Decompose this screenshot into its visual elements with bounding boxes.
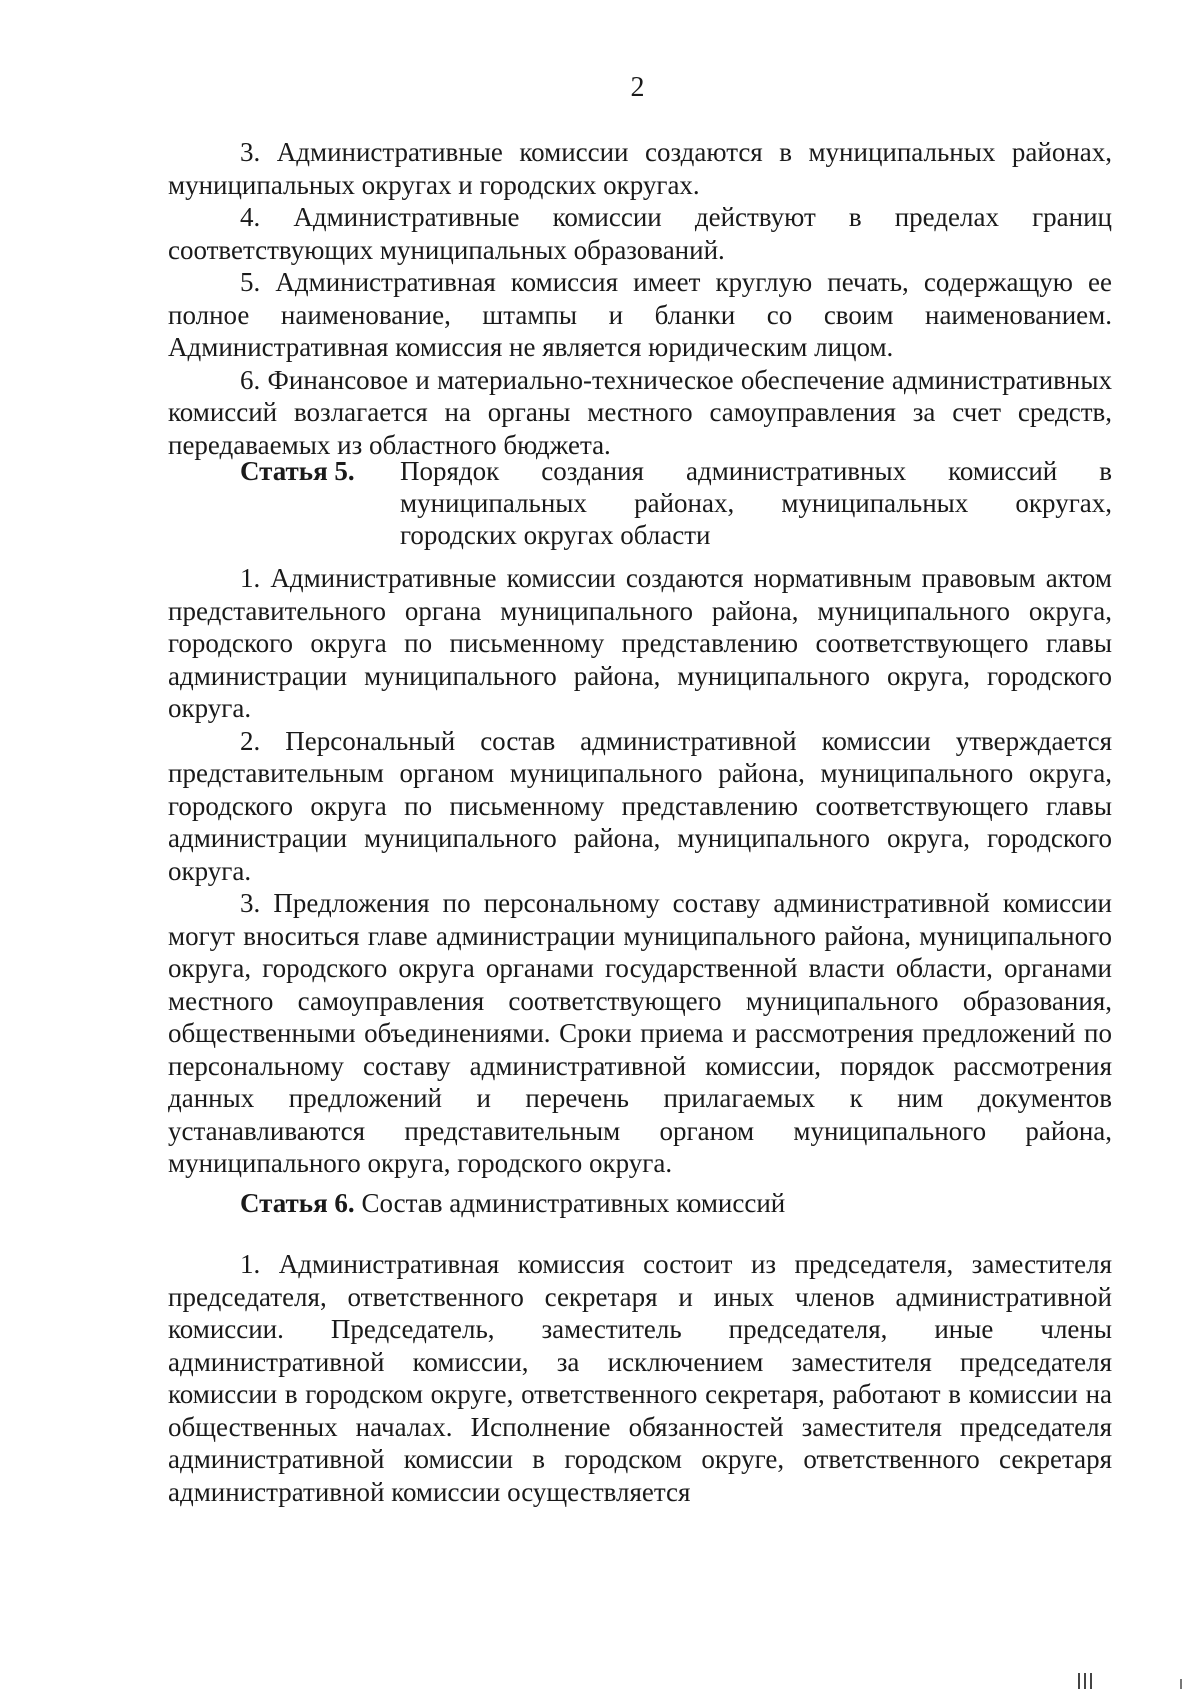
article5-heading <box>168 455 1112 551</box>
article6-label: Статья 6. <box>240 1188 355 1218</box>
article5-label: Статья 5. <box>240 456 355 486</box>
article5-body <box>168 562 1112 1180</box>
scan-artifact-mark <box>1084 1673 1086 1689</box>
article5-paragraph-2: 2. Персональный состав административной комиссии утверждается представительным органом муниципального района, муниципального округа, городского округа по письменному представлению соответствующего главы администрации муниципального района, муниципального округа, городского округа. <box>168 725 1112 886</box>
scan-artifact-mark <box>1078 1673 1080 1689</box>
article5-paragraph-1: 1. Административные комиссии создаются нормативным правовым актом представительного органа муниципального района, муниципального округа, городского округа по письменному представлению соответствующего главы администрации муниципального района, муниципального округа, городского округа. <box>168 563 1112 723</box>
article4-section <box>168 136 1112 461</box>
article6-heading-block <box>168 1187 1112 1219</box>
article5-paragraph-3: 3. Предложения по персональному составу административной комиссии могут вноситься главе администрации муниципального района, муниципального округа, городского округа органами государственной власти области, органами местного самоуправления соответствующего муниципального образования, общественными объединениями. Сроки приема и рассмотрения предложений по персональному составу административной комиссии, порядок рассмотрения данных предложений и перечень прилагаемых к ним документов устанавливаются представительным органом муниципального района, муниципального округа, городского округа. <box>168 888 1112 1178</box>
article4-paragraph-4: 4. Административные комиссии действуют в пределах границ соответствующих муниципальных образований. <box>168 202 1112 265</box>
article6-paragraph-1: 1. Административная комиссия состоит из председателя, заместителя председателя, ответственного секретаря и иных членов административной комиссии. Председатель, заместитель председателя, иные члены административной комиссии, за исключением заместителя председателя комиссии в городском округе, ответственного секретаря, работают в комиссии на общественных началах. Исполнение обязанностей заместителя председателя административной комиссии в городском округе, ответственного секретаря административной комиссии осуществляется <box>168 1249 1112 1507</box>
article6-heading <box>168 1187 1112 1219</box>
article4-paragraph-5: 5. Административная комиссия имеет круглую печать, содержащую ее полное наименование, штампы и бланки со своим наименованием. Административная комиссия не является юридическим лицом. <box>168 267 1112 362</box>
article6-body <box>168 1248 1112 1508</box>
page-number: 2 <box>630 72 645 103</box>
scan-artifact-mark <box>1180 1679 1182 1689</box>
article6-title: Состав административных комиссий <box>361 1188 786 1218</box>
scan-artifact-mark <box>1090 1673 1092 1689</box>
article5-title: Порядок создания административных комиссий в муниципальных районах, муниципальных округах, городских округах области <box>400 456 1112 550</box>
article4-paragraph-6: 6. Финансовое и материально-техническое обеспечение административных комиссий возлагается на органы местного самоуправления за счет средств, передаваемых из областного бюджета. <box>168 364 1112 460</box>
article5-heading-block <box>168 455 1112 551</box>
article4-paragraph-3: 3. Административные комиссии создаются в муниципальных районах, муниципальных округах и городских округах. <box>168 137 1112 200</box>
